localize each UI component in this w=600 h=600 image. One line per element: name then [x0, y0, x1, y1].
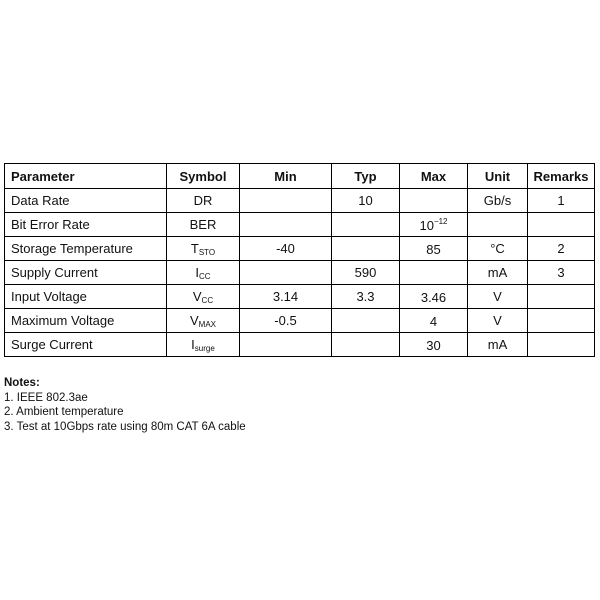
cell-remarks: [528, 333, 595, 357]
max-base: 30: [426, 337, 441, 353]
table-row: [5, 261, 595, 285]
cell-parameter: Maximum Voltage: [5, 309, 167, 333]
table-row: [5, 237, 595, 261]
cell-max: [400, 285, 468, 309]
cell-symbol: [167, 333, 240, 357]
cell-min: -0.5: [240, 309, 332, 333]
symbol-subscript: MAX: [198, 319, 216, 329]
cell-max: [400, 333, 468, 357]
cell-remarks: 3: [528, 261, 595, 285]
cell-min: [240, 189, 332, 213]
cell-min: [240, 213, 332, 237]
symbol-base: I: [195, 264, 200, 280]
cell-symbol: [167, 237, 240, 261]
max-base: 10: [419, 217, 434, 233]
cell-unit: mA: [468, 333, 528, 357]
cell-parameter: Storage Temperature: [5, 237, 167, 261]
max-base: 3.46: [420, 289, 447, 305]
cell-min: 3.14: [240, 285, 332, 309]
cell-max: [400, 261, 468, 285]
cell-typ: [332, 309, 400, 333]
symbol-subscript: surge: [194, 343, 215, 353]
table-row: [5, 309, 595, 333]
cell-remarks: [528, 309, 595, 333]
cell-remarks: 2: [528, 237, 595, 261]
cell-max: [400, 189, 468, 213]
cell-unit: mA: [468, 261, 528, 285]
cell-symbol: [167, 189, 240, 213]
cell-typ: [332, 333, 400, 357]
table-row: [5, 333, 595, 357]
symbol-base: T: [190, 240, 199, 256]
cell-parameter: Bit Error Rate: [5, 213, 167, 237]
max-base: 4: [429, 313, 438, 329]
cell-symbol: [167, 213, 240, 237]
table-row: [5, 189, 595, 213]
symbol-base: V: [189, 312, 199, 328]
cell-unit: Gb/s: [468, 189, 528, 213]
header-remarks: Remarks: [528, 164, 595, 189]
max-base: 85: [426, 241, 441, 257]
cell-min: -40: [240, 237, 332, 261]
cell-max: [400, 309, 468, 333]
cell-max: [400, 213, 468, 237]
cell-remarks: [528, 213, 595, 237]
symbol-subscript: CC: [201, 295, 214, 305]
notes-section: [4, 376, 246, 434]
cell-symbol: [167, 261, 240, 285]
header-parameter: Parameter: [5, 164, 167, 189]
cell-max: [400, 237, 468, 261]
note-item: 2. Ambient temperature: [4, 406, 124, 418]
symbol-base: DR: [193, 192, 213, 208]
symbol-subscript: STO: [198, 247, 216, 257]
table-body: [5, 189, 595, 357]
symbol-subscript: CC: [199, 271, 211, 281]
cell-typ: 590: [332, 261, 400, 285]
cell-parameter: Surge Current: [5, 333, 167, 357]
cell-symbol: [167, 309, 240, 333]
cell-typ: [332, 237, 400, 261]
cell-typ: 3.3: [332, 285, 400, 309]
note-item: 3. Test at 10Gbps rate using 80m CAT 6A cable: [4, 420, 246, 433]
table-row: [5, 213, 595, 237]
cell-min: [240, 261, 332, 285]
spec-table: [4, 163, 595, 357]
cell-unit: V: [468, 285, 528, 309]
cell-unit: °C: [468, 237, 528, 261]
header-symbol: Symbol: [167, 164, 240, 189]
note-item: 1. IEEE 802.3ae: [4, 391, 88, 404]
header-unit: Unit: [468, 164, 528, 189]
cell-min: [240, 333, 332, 357]
cell-remarks: 1: [528, 189, 595, 213]
cell-unit: [468, 213, 528, 237]
symbol-base: I: [191, 336, 195, 352]
cell-typ: 10: [332, 189, 400, 213]
cell-parameter: Data Rate: [5, 189, 167, 213]
header-min: Min: [240, 164, 332, 189]
cell-typ: [332, 213, 400, 237]
cell-parameter: Supply Current: [5, 261, 167, 285]
cell-unit: V: [468, 309, 528, 333]
cell-symbol: [167, 285, 240, 309]
max-exponent: −12: [433, 216, 448, 226]
symbol-base: V: [192, 288, 202, 304]
table-header-row: [5, 164, 595, 189]
header-max: Max: [400, 164, 468, 189]
table-row: [5, 285, 595, 309]
notes-title: Notes:: [4, 377, 40, 389]
cell-parameter: Input Voltage: [5, 285, 167, 309]
symbol-base: BER: [189, 216, 217, 232]
header-typ: Typ: [332, 164, 400, 189]
cell-remarks: [528, 285, 595, 309]
